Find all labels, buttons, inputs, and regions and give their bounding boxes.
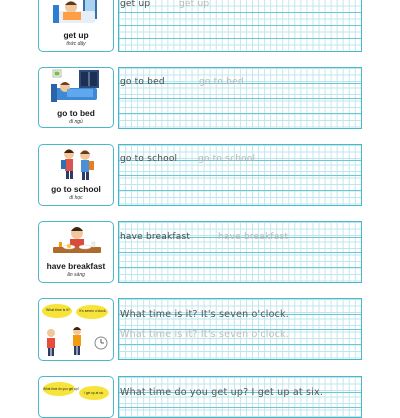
model-sentence: What time do you get up? I get up at six. (120, 387, 324, 398)
writing-grid-get-up (118, 0, 362, 52)
trace-phrase: go to bed (199, 77, 244, 87)
writing-grid-dialogue-1 (118, 298, 362, 360)
vocab-translation: thức dậy (66, 41, 86, 47)
speech-bubble-left: What time do you get up? (43, 387, 80, 391)
vocab-card-go-to-school (38, 144, 114, 206)
go-to-bed-illustration (39, 68, 113, 104)
vocab-label: go to bed (57, 108, 95, 118)
trace-phrase: have breakfast (218, 232, 289, 242)
writing-grid-have-breakfast (118, 221, 362, 283)
speech-bubble-right: It's seven o'clock. (79, 309, 107, 313)
vocab-card-get-up (38, 0, 114, 52)
writing-grid-go-to-school (118, 144, 362, 206)
speech-bubble-right: I get up at six. (84, 391, 104, 395)
model-phrase: get up (120, 0, 151, 9)
go-to-school-illustration (39, 145, 113, 185)
model-phrase: go to bed (120, 77, 165, 87)
vocab-label: go to school (51, 184, 101, 194)
model-sentence: What time is it? It's seven o'clock. (120, 309, 289, 320)
vocab-card-have-breakfast (38, 221, 114, 283)
get-up-illustration (39, 0, 113, 27)
model-phrase: go to school (120, 154, 178, 164)
vocab-label: have breakfast (46, 261, 106, 271)
have-breakfast-illustration (39, 222, 113, 262)
trace-phrase: go to school (198, 154, 256, 164)
writing-grid-dialogue-2 (118, 376, 362, 418)
vocab-translation: đi ngủ (69, 119, 83, 125)
vocab-translation: đi học (69, 195, 83, 201)
speech-bubble-left: What time is it? (46, 308, 70, 312)
trace-sentence: What time is it? It's seven o'clock. (120, 329, 289, 340)
model-phrase: have breakfast (120, 232, 191, 242)
trace-phrase: get up (179, 0, 210, 9)
writing-grid-go-to-bed (118, 67, 362, 129)
dialogue-card-time (38, 298, 114, 361)
vocab-translation: ăn sáng (67, 272, 85, 278)
vocab-label: get up (63, 30, 89, 40)
vocab-card-go-to-bed (38, 67, 114, 128)
dialogue-card-get-up-time (38, 376, 114, 418)
